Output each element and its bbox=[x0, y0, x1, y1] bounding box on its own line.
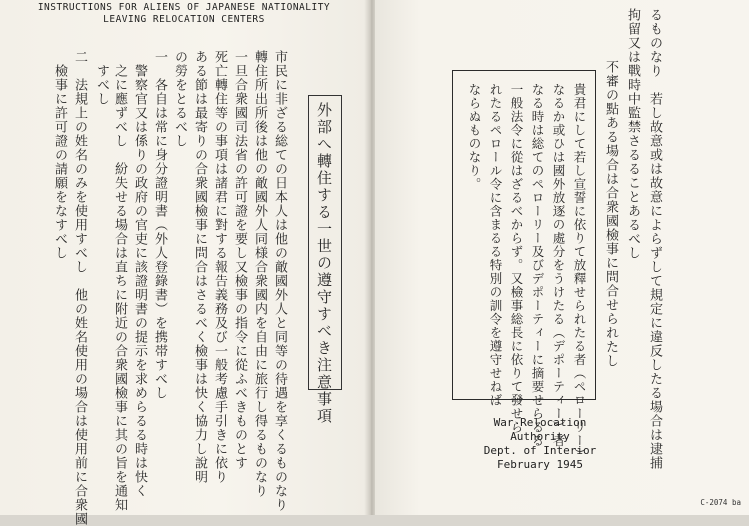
text-column: ある節は最寄りの合衆國檢事に問合はさるべく檢事は快く協力し說明 bbox=[192, 50, 207, 484]
text-column: 拘留又は戰時中監禁さるることあるべし bbox=[625, 8, 640, 260]
text-column: 不審の點ある場合は合衆國檢事に問合せられたし bbox=[603, 60, 618, 368]
footer-department: Dept. of Interior bbox=[483, 444, 597, 457]
text-column: 市民に非ざる総ての日本人は他の敵國外人と同等の待遇を享くるものなり bbox=[272, 50, 287, 512]
notice-column: なるか或ひは國外放逐の處分をうけたる（デポーティー）者 bbox=[551, 83, 566, 448]
notice-column: れたるペロール令に含まるる特別の訓令を遵守せねば bbox=[488, 83, 503, 407]
footer-agency: War Relocation Authority bbox=[493, 416, 587, 443]
text-column: の勞をとるべし bbox=[172, 50, 187, 148]
header-line-2: LEAVING RELOCATION CENTERS bbox=[103, 14, 265, 25]
text-column: 二 法規上の姓名のみを使用すべし 他の姓名使用の場合は使用前に合衆國 bbox=[72, 50, 87, 526]
text-column: 一 各自は常に身分證明書（外人登錄書）を携帯すべし bbox=[152, 50, 167, 400]
text-column: るものなり 若し故意或は故意によらずして規定に違反したる場合は逮捕 bbox=[647, 8, 662, 470]
notice-column: ならぬものなり。 bbox=[467, 83, 482, 191]
footer-date: February 1945 bbox=[496, 458, 584, 471]
notice-column: 貴君にして若し宣誓に依りて放釋せられたる者（ペローリー） bbox=[572, 83, 587, 461]
issuer-footer bbox=[470, 416, 610, 472]
text-column: 之に應ずべし 紛失せる場合は直ちに附近の合衆國檢事に其の旨を通知 bbox=[112, 50, 127, 512]
left-page bbox=[0, 0, 368, 526]
document-header bbox=[0, 2, 368, 26]
text-column: 檢事に許可證の請願をなすべし bbox=[52, 50, 67, 260]
text-column: すべし bbox=[94, 50, 109, 106]
text-column: 死亡轉住等の事項は諸君に對する報告義務及び一般考慮手引きに依り bbox=[212, 50, 227, 484]
notice-column: なる時は総てのペローリー及びデポーティーに摘要せらるる bbox=[530, 83, 545, 448]
form-code: C-2074 ba bbox=[700, 498, 741, 507]
text-column: 一旦合衆國司法省の許可證を要し又檢事の指令に從ふべきものとす bbox=[232, 50, 247, 470]
text-column: 轉住所出所後は他の敵國外人同様合衆國内を自由に旅行し得るものなり bbox=[252, 50, 267, 498]
notice-column: 一般法令に從はざるべからず。又檢事総長に依りて發せら bbox=[509, 83, 524, 434]
text-column: 警察官又は係りの政府の官吏に該證明書の提示を求めらるる時は快く bbox=[132, 50, 147, 498]
title-box bbox=[308, 95, 342, 425]
document-title: 外部へ轉住する一世の遵守すべき注意事項 bbox=[315, 102, 333, 425]
header-line-1: INSTRUCTIONS FOR ALIENS OF JAPANESE NATIONALITY bbox=[37, 2, 331, 13]
